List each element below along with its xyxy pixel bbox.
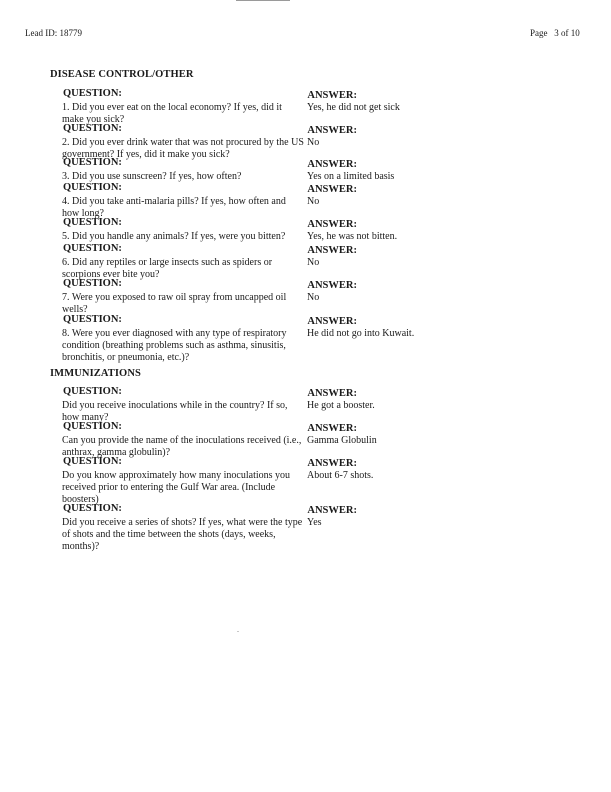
answer-text: No	[307, 137, 320, 148]
question-text: Did you receive a series of shots? If yes, what were the type of shots and the time between the shots (days, weeks, months)?	[62, 517, 303, 552]
answer-text: Yes, he was not bitten.	[307, 231, 398, 242]
question-label: QUESTION:	[63, 421, 122, 432]
question-text: 5. Did you handle any animals? If yes, were you bitten?	[62, 231, 286, 242]
scan-mark	[237, 631, 239, 632]
question-label: QUESTION:	[63, 503, 122, 514]
question-label: QUESTION:	[63, 278, 122, 289]
answer-label: ANSWER:	[307, 505, 357, 516]
page-number: Page 3 of 10	[530, 28, 580, 38]
answer-text: Gamma Globulin	[307, 435, 377, 446]
answer-label: ANSWER:	[307, 184, 357, 195]
qa-item	[62, 386, 462, 424]
answer-label: ANSWER:	[307, 90, 357, 101]
answer-text: He did not go into Kuwait.	[307, 328, 415, 339]
question-text: 1. Did you ever eat on the local economy? If yes, did it make you sick?	[62, 102, 282, 125]
qa-item	[62, 314, 462, 364]
section-title-disease-control: DISEASE CONTROL/OTHER	[50, 69, 194, 80]
question-text: 7. Were you exposed to raw oil spray from uncapped oil wells?	[62, 292, 287, 315]
qa-item	[62, 243, 462, 281]
answer-label: ANSWER:	[307, 388, 357, 399]
qa-item	[62, 157, 462, 183]
qa-item	[62, 182, 462, 220]
section-title-immunizations: IMMUNIZATIONS	[50, 368, 141, 379]
answer-label: ANSWER:	[307, 316, 357, 327]
question-label: QUESTION:	[63, 314, 122, 325]
qa-item	[62, 88, 462, 126]
answer-text: No	[307, 196, 320, 207]
qa-item	[62, 503, 462, 553]
answer-label: ANSWER:	[307, 423, 357, 434]
question-text: Did you receive inoculations while in the country? If so, how many?	[62, 400, 288, 423]
qa-item	[62, 421, 462, 459]
answer-label: ANSWER:	[307, 125, 357, 136]
answer-label: ANSWER:	[307, 458, 357, 469]
qa-item	[62, 217, 462, 243]
question-label: QUESTION:	[63, 386, 122, 397]
question-text: 4. Did you take anti-malaria pills? If yes, how often and how long?	[62, 196, 286, 219]
question-label: QUESTION:	[63, 182, 122, 193]
answer-label: ANSWER:	[307, 159, 357, 170]
question-text: 3. Did you use sunscreen? If yes, how often?	[62, 171, 242, 182]
answer-label: ANSWER:	[307, 219, 357, 230]
answer-text: Yes	[307, 517, 322, 528]
question-label: QUESTION:	[63, 243, 122, 254]
question-label: QUESTION:	[63, 456, 122, 467]
question-label: QUESTION:	[63, 157, 122, 168]
question-label: QUESTION:	[63, 217, 122, 228]
question-label: QUESTION:	[63, 123, 122, 134]
top-rule	[236, 0, 290, 1]
lead-id: Lead ID: 18779	[25, 28, 82, 38]
answer-label: ANSWER:	[307, 245, 357, 256]
answer-text: Yes on a limited basis	[307, 171, 395, 182]
qa-item	[62, 278, 462, 316]
qa-item	[62, 123, 462, 161]
question-text: 8. Were you ever diagnosed with any type of respiratory condition (breathing problems such as asthma, sinusitis, bronchitis, or pneumonia, etc.)?	[62, 328, 287, 363]
question-text: 6. Did any reptiles or large insects such as spiders or scorpions ever bite you?	[62, 257, 273, 280]
answer-text: He got a booster.	[307, 400, 375, 411]
answer-text: About 6-7 shots.	[307, 470, 374, 481]
question-label: QUESTION:	[63, 88, 122, 99]
answer-text: No	[307, 292, 320, 303]
answer-label: ANSWER:	[307, 280, 357, 291]
answer-text: Yes, he did not get sick	[307, 102, 400, 113]
qa-item	[62, 456, 462, 506]
question-text: 2. Did you ever drink water that was not procured by the US government? If yes, did it make you sick?	[62, 137, 304, 160]
answer-text: No	[307, 257, 320, 268]
question-text: Do you know approximately how many inoculations you received prior to entering the Gulf War area. (Include boosters)	[62, 470, 291, 505]
question-text: Can you provide the name of the inoculations received (i.e., anthrax, gamma globulin)?	[62, 435, 302, 458]
